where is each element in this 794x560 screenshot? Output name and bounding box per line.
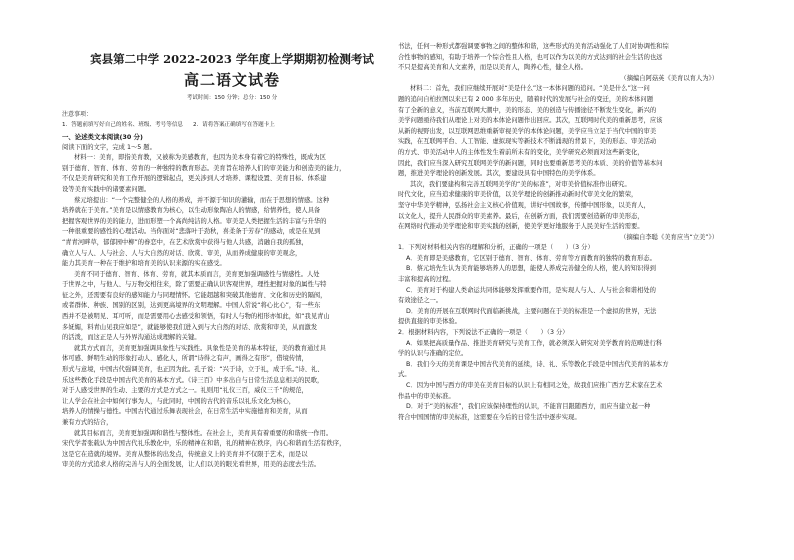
section-heading: 一、论述类文本阅读(30 分): [62, 132, 143, 141]
text-line: 合性事物的感知，有助于培养一个综合性且人格，也可以作为以美的方式达到的社会生活的也远: [398, 53, 663, 61]
option-c: C．因为中国与西方的审美在美育目标的认识上有相同之处，故我们应推广西方艺术家在艺术: [406, 382, 663, 389]
text-line: 以文化人，提升人民群众的审美素养。最后，在创新方面，我们需要创造新的审美形态，: [398, 212, 644, 220]
text-line: 有了全新的意义，当前互联网大潮中，美的形态、美的创造与传播途径不断发生变化，新兴的: [398, 106, 657, 114]
option-a: A．美育即是美感教育，它区别于德育、智育、体育、劳育等方面教育的独特的教育形态。: [406, 254, 656, 262]
reading-instruction: 阅读下面的文字，完成 1～5 题。: [62, 143, 156, 151]
text-line: 让人学会在社会中如何行事为人，与此同时，中国的古代的音乐以礼乐文化为核心，: [62, 397, 295, 405]
text-line: 题的追问自柏拉图以来已有 2 000 多年历史，随着时代的发展与社会的变迁，美的本体问题: [398, 95, 654, 103]
material-two: [398, 84, 738, 232]
option-b-cont: 式。: [398, 371, 411, 379]
text-line: 因此，我们应当深入研究互联网美学的新问题，同时也要重新思考美的本质、美的价值等基本问: [398, 159, 663, 167]
text-line: 体可感、鲜明生动的形象打动人、感化人，所谓“诗得之有声，画得之有形”，借境传情，: [62, 355, 308, 363]
text-line: 时代文化，应当追求健康的审美价值，以美学理论的创新推动新时代审美文化的繁荣，: [398, 191, 638, 199]
option-c-cont: 有效途径之一。: [398, 297, 443, 305]
text-line: 题，推进美学理论的创新发展。其次，要建设具有中国特色的美学体系。: [398, 170, 600, 178]
right-column: [398, 42, 738, 423]
option-b-cont: 丰富和提高的过程。: [398, 276, 455, 284]
text-line: 培养就在于美育。”美育是以情感教育为核心，以生动形象陶冶人的情感，给情养性，使人具备: [62, 207, 321, 215]
text-line: 审美的方式追求人格的完善与人的全面发展，让人们以美的眼光看世界，用美的态度去生活。: [62, 461, 321, 469]
text-line: 培养人的情操与德性。中国古代通过乐舞表现社会，在日常生活中实施德育和美育，从而: [62, 408, 308, 416]
text-line: 材料一：美育，即指美育教，又被称为美感教育，也因为美本身有着它的特殊性，既成为区: [74, 154, 326, 162]
option-d-cont: 提供直接的审美体验。: [398, 318, 461, 326]
text-line: “青青河畔草，郁郁园中柳”的眷恋中，在艺术欣赏中获得与他人共感，消融自我的孤独，: [62, 238, 308, 246]
text-line: 的活泼，而这正是人与外界沟通达成理解的关键。: [62, 334, 201, 342]
text-line: 美学问题亟待我们从理论上对美的本体论问题作出回应。其次，互联网时代美的重新思考，应该: [398, 117, 663, 125]
question-stem: 1．下列对材料相关内容的理解和分析，正确的一项是（ ）（3 分）: [398, 244, 594, 252]
left-column: [62, 42, 402, 471]
text-line: 确立人与人、人与社会、人与大自然的对话、欣赏、审美，从而养成健康的审美观念，: [62, 249, 302, 257]
material-one: [62, 153, 402, 471]
text-line: 这是它在造就的境界。美育从整体的出发点，传统意义上的美育并不仅限于艺术，而是以: [62, 450, 308, 458]
question-1: [398, 243, 738, 328]
text-line: 别于德育、智育、体育、劳育的一种独特的教育形态。美育旨在培养人们的审美能力和创造美的能力，: [62, 164, 346, 172]
text-line: 坚守中华美学精神，弘扬社会主义核心价值观，讲好中国故事，传播中国形象，以美育人，: [398, 201, 650, 209]
option-c: C．美育对于构建人类命运共同体能够发挥重要作用，是实现人与人、人与社会和谐相处的: [406, 286, 656, 294]
text-line: 形式与意境，中国古代强调美育，也正因为此。孔子说：“兴于诗，立于礼，成于乐。”诗、礼、: [62, 366, 324, 374]
paper-subtitle: 高二语文试卷: [183, 70, 280, 89]
option-d-cont: 符合中国国情的审美标准，这需要在今后的日常生活中逐步实现。: [398, 413, 581, 421]
option-b: B．我们今天的美育课是中国古代美育的延续，诗、礼、乐等教化手段是中国古代美育的基本方: [406, 360, 669, 368]
notice-item: 1．答题前填写好自己的姓名、班级、考号等信息: [62, 122, 184, 129]
text-line: 蔡元培提出：“一个完整健全的人格的养成，并不源于知识的灌输，而在于思想的情感。这种: [74, 196, 330, 204]
text-line: 书法，任何一种形式都强调要事物之间的整体和谐，这些形式的美育活动强化了人们对协调性和综: [398, 43, 669, 50]
notice-item: 2．请将答案正确填写在答题卡上: [193, 122, 275, 129]
text-line: 的方式、审美活动中人的主体性发生着前所未有的变化，美学研究必须面对这些新变化，: [398, 148, 644, 156]
text-line: 实践，在互联网平台、人工智能、虚拟现实等新技术不断涌现的背景下，美的形态、审美活动: [398, 138, 657, 146]
text-line: 一种很重要的感性的心理活动。当你面对“悲落叶于劲秋，喜柔条于芳春”的感动，或是在见到: [62, 228, 321, 236]
notice-items: [62, 120, 402, 131]
source-citation: （摘编自李聪《美育应当“立美”》）: [620, 233, 718, 241]
option-d: D．美育的开展在互联网时代面临新挑战，主要问题在于美的标准是一个虚拟的世界，无法: [406, 307, 657, 315]
text-line: 征之外，还需要有良好的感知能力与同理情怀。它能超越和突破其他德育、文化和历史的隔阂，: [62, 291, 327, 299]
text-line: 把握客观世界的美的能力，进而形塑一个高尚纯洁的人格。审美是人类把握生活的丰富与升华的: [62, 217, 327, 225]
option-b: B．蔡元培先生认为美育能够培养人的思想，能使人养成完善健全的人格，使人的知识得到: [406, 265, 656, 273]
text-line: 在网络时代推动美学理论和审美实践的创新，使美学更好地服务于人民美好生活的需要。: [398, 223, 644, 231]
text-line: 多妩媚，料青山见我应如是”，就能够使我们进入到与大自然的对话、欣赏和审美，从而激发: [62, 323, 318, 331]
text-line: 于世界之中，与他人、与万物交相往来，除了需要正确认识客观世界，理性把握对象的属性与特: [62, 281, 327, 289]
text-line: 乐这些教化手段是中国古代美育的基本方式。《诗三百》中多出自与日常生活息息相关的民歌，: [62, 376, 324, 384]
source-citation: （摘编自阿菇英《美育以育人为》）: [620, 74, 718, 82]
text-line: 从新的视野出发，以互联网思维重新审视美学的本体论问题，美学应当立足于当代中国的审美: [398, 127, 657, 135]
text-line: 材料二：首先，我们应继续开展对“美是什么”这一本体问题的追问。“美是什么”这一问: [410, 85, 650, 93]
text-line: 或者群体、种族、国别的区别，达到更高境界的文明理解。中国人常说“将心比心”，有一些东: [62, 302, 321, 310]
text-line: 设等美育实践中的诸要素问题。: [62, 185, 151, 193]
text-line: 对于人感受世界的生动、主要的方式是方式之一。礼则用“礼仪三百，威仪三千”的规范，: [62, 387, 308, 395]
option-d: D．对于“美的标准”，我们应该保持理性的认识，不能盲目跟随西方，而应当建立起一种: [406, 403, 651, 411]
text-line: 宋代学者张载认为中国古代礼乐教化中，乐的精神在和谐，礼的精神在秩序，内心和谐而生活有秩序，: [62, 440, 346, 448]
text-line: 就其方式而言，美育更加强调具象性与实践性。具象性是美育的基本特征，美的教育通过具: [74, 344, 326, 352]
text-line: 兼有方式的结合，: [62, 419, 113, 426]
text-line: 不只是提高美育和人文素养，而是以美育人，陶养心性，健全人格。: [398, 64, 587, 72]
exam-title: 宾县第二中学 2022-2023 学年度上学期期初检测考试: [90, 52, 374, 66]
text-line: 美育不同于德育、智育、体育、劳育，就其本质而言，美育更加强调感性与情感性。人处: [74, 270, 320, 278]
option-a: A．如果把高质量作品、推进美育研究与美育工作，就必须深入研究对美学教育的范畴进行科: [406, 339, 663, 347]
notice-heading: 注意事项：: [62, 110, 93, 118]
text-line: 能力其美育一种在于维护和培育美的认识来源的实在感受。: [62, 260, 226, 268]
exam-meta: 考试时间：150 分钟；总分：150 分: [186, 95, 278, 102]
text-line: 就其目标而言，美育更加强调和谐性与整体性。在社会上，美育具有着重要的和谐统一作用。: [74, 429, 333, 437]
text-line: 不仅是美育研究和美育工作开展的逻辑起点，更关涉到人才培养、课程设置、美育目标、体系建: [62, 175, 327, 183]
text-line: 西并不是被明见、耳可听，而是需要用心去感受和领悟，有时人与物的相形亦如此，如“我见青山: [62, 313, 330, 321]
option-a-cont: 学的认识与准确的定位。: [398, 350, 468, 358]
option-c-cont: 作品中的审美标准。: [398, 392, 455, 400]
text-line: 其次，我们要建构和完善互联网美学的“美的标准”，对审美价值标准作出研究。: [410, 180, 631, 188]
question-stem: 2．根据材料内容，下列说法不正确的一项是（ ）（3 分）: [398, 329, 569, 337]
question-2: [398, 328, 738, 423]
